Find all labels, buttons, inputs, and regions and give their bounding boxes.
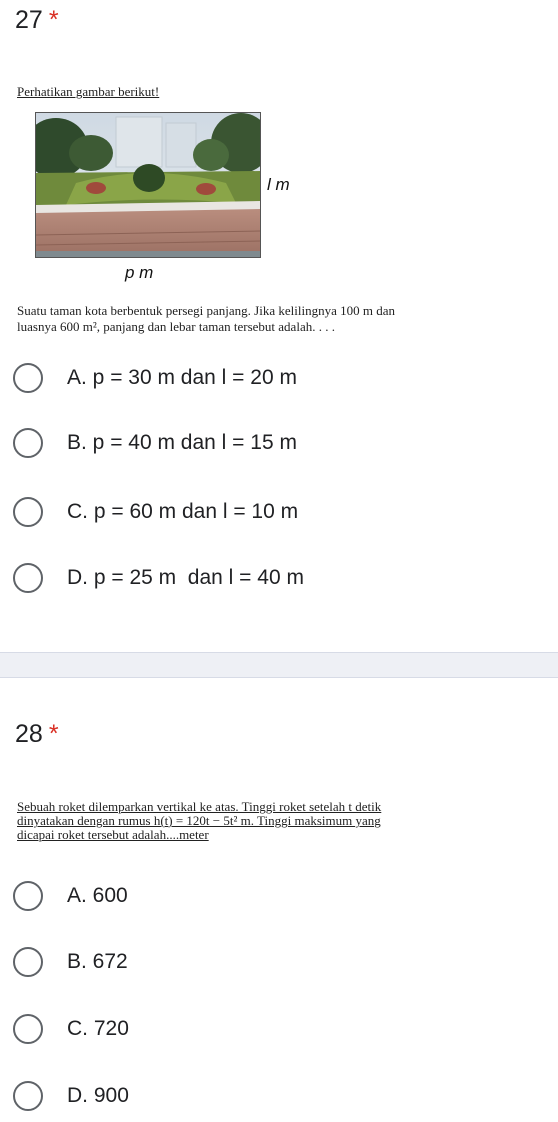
question-28-card	[0, 678, 558, 1122]
radio-button[interactable]	[13, 1081, 43, 1111]
question-title	[15, 720, 59, 749]
question-line-3: dicapai roket tersebut adalah....meter	[17, 827, 209, 842]
option-b[interactable]	[13, 947, 128, 977]
radio-button[interactable]	[13, 1014, 43, 1044]
question-line-1: Suatu taman kota berbentuk persegi panjang. Jika kelilingnya 100 m dan	[17, 303, 395, 318]
width-label: l m	[267, 175, 290, 194]
park-photo-illustration	[36, 113, 261, 258]
question-line-1: Sebuah roket dilemparkan vertikal ke atas. Tinggi roket setelah t detik	[17, 799, 382, 814]
radio-button[interactable]	[13, 363, 43, 393]
question-title	[15, 6, 59, 35]
option-d[interactable]	[13, 563, 304, 593]
question-line-2: dinyatakan dengan rumus h(t) = 120t − 5t² m. Tinggi maksimum yang	[17, 813, 381, 828]
question-text	[17, 800, 543, 842]
question-line-2: luasnya 600 m², panjang dan lebar taman tersebut adalah. . . .	[17, 319, 335, 334]
option-label: D. 900	[67, 1084, 129, 1107]
option-label: C. p = 60 m dan l = 10 m	[67, 500, 299, 523]
length-label: p m	[125, 263, 154, 282]
radio-button[interactable]	[13, 881, 43, 911]
option-label: A. 600	[67, 884, 128, 907]
option-label: B. 672	[67, 950, 128, 973]
option-d[interactable]	[13, 1081, 129, 1111]
section-divider	[0, 652, 558, 678]
option-label: A. p = 30 m dan l = 20 m	[67, 366, 297, 389]
question-number: 27	[15, 6, 43, 34]
required-marker: *	[48, 720, 59, 748]
option-label: C. 720	[67, 1017, 129, 1040]
option-label: D. p = 25 m dan l = 40 m	[67, 566, 304, 589]
option-a[interactable]	[13, 881, 128, 911]
option-c[interactable]	[13, 497, 298, 527]
required-marker: *	[48, 6, 59, 34]
park-photo	[35, 112, 261, 258]
option-c[interactable]	[13, 1014, 129, 1044]
option-a[interactable]	[13, 363, 297, 393]
question-number: 28	[15, 720, 43, 748]
radio-button[interactable]	[13, 497, 43, 527]
option-label: B. p = 40 m dan l = 15 m	[67, 431, 297, 454]
option-b[interactable]	[13, 428, 297, 458]
radio-button[interactable]	[13, 563, 43, 593]
question-text	[17, 303, 543, 335]
question-instruction: Perhatikan gambar berikut!	[17, 84, 160, 99]
radio-button[interactable]	[13, 428, 43, 458]
radio-button[interactable]	[13, 947, 43, 977]
